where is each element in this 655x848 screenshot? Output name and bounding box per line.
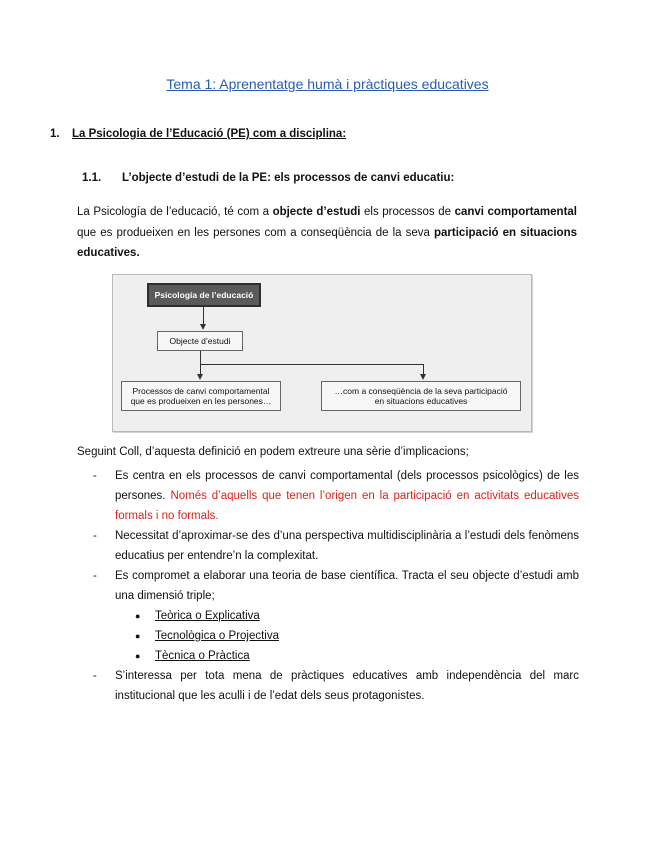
diagram-arrow xyxy=(197,374,203,380)
list-item-highlight: Només d’aquells que tenen l’origen en la participació en activitats educatives formals i no formals. xyxy=(115,490,579,522)
paragraph-text: els processos de xyxy=(360,206,455,218)
diagram-text: …com a conseqüència de la seva participació xyxy=(334,386,508,396)
definition-paragraph xyxy=(77,202,577,264)
dot-bullet: ● xyxy=(135,631,141,641)
dash-bullet: - xyxy=(93,670,97,682)
diagram-connector xyxy=(200,351,201,365)
paragraph-bold: participació en situacions educatives. xyxy=(77,226,577,259)
implications-intro: Seguint Coll, d’aquesta definició en podem extreure una sèrie d’implicacions; xyxy=(77,446,469,458)
dot-bullet: ● xyxy=(135,651,141,661)
dash-bullet: - xyxy=(93,470,97,482)
sublist-container xyxy=(77,606,579,666)
paragraph-text: que es produeixen en les persones com a conseqüència de la seva xyxy=(77,226,435,239)
list-item-text: Es compromet a elaborar una teoria de base científica. Tracta el seu objecte d’estudi amb una dimensió triple; xyxy=(115,570,579,602)
section-number: 1. xyxy=(50,128,60,140)
list-item-text: Necessitat d’aproximar-se des d’una perspectiva multidisciplinària a l’estudi dels fenòmens educatius per entendre’n la complexitat. xyxy=(115,530,579,562)
diagram-box-behavior-change xyxy=(121,381,281,411)
sublist-item-text: Teòrica o Explicativa xyxy=(155,610,260,622)
diagram-box-object: Objecte d’estudi xyxy=(157,331,243,351)
dot-bullet: ● xyxy=(135,611,141,621)
diagram-text: en situacions educatives xyxy=(374,396,468,406)
concept-diagram xyxy=(112,274,532,432)
sublist-item-text: Tecnològica o Projectiva xyxy=(155,630,280,642)
dash-bullet: - xyxy=(93,530,97,542)
paragraph-bold: objecte d’estudi xyxy=(272,206,361,218)
list-item xyxy=(77,466,579,526)
list-item-text: S’interessa per tota mena de pràctiques educatives amb independència del marc institucional que les aculli i de l’edat dels seus protagonistes. xyxy=(115,670,579,702)
list-item xyxy=(77,566,579,606)
diagram-connector xyxy=(200,364,201,374)
document-title: Tema 1: Aprenentatge humà i pràctiques educatives xyxy=(166,76,489,92)
diagram-arrow xyxy=(420,374,426,380)
sublist-item xyxy=(77,606,579,626)
sublist-item xyxy=(77,646,579,666)
diagram-connector xyxy=(423,364,424,374)
paragraph-bold: canvi comportamental xyxy=(454,206,577,218)
sublist-item xyxy=(77,626,579,646)
subsection-title: L’objecte d’estudi de la PE: els processos de canvi educatiu: xyxy=(122,172,455,184)
section-heading xyxy=(50,128,346,140)
list-item-text: Es centra en els processos de canvi comportamental (dels processos psicològics) de les persones. xyxy=(115,470,579,502)
paragraph-text: La Psicología de l’educació, té com a xyxy=(77,206,273,218)
subsection-heading xyxy=(82,172,454,184)
subsection-number: 1.1. xyxy=(82,172,102,184)
list-item xyxy=(77,666,579,706)
diagram-arrow xyxy=(200,324,206,330)
sublist-item-text: Tècnica o Pràctica xyxy=(155,650,250,662)
diagram-box-participation xyxy=(321,381,521,411)
dimension-sublist xyxy=(77,606,579,666)
diagram-text: que es produeixen en les persones… xyxy=(130,396,272,406)
diagram-text: Processos de canvi comportamental xyxy=(132,386,270,396)
section-title: La Psicologia de l’Educació (PE) com a disciplina: xyxy=(72,128,347,140)
diagram-box-psychology: Psicología de l’educació xyxy=(147,283,261,307)
list-item xyxy=(77,526,579,566)
implications-list xyxy=(77,466,579,706)
diagram-connector xyxy=(203,307,204,325)
dash-bullet: - xyxy=(93,570,97,582)
diagram-connector xyxy=(200,364,424,365)
